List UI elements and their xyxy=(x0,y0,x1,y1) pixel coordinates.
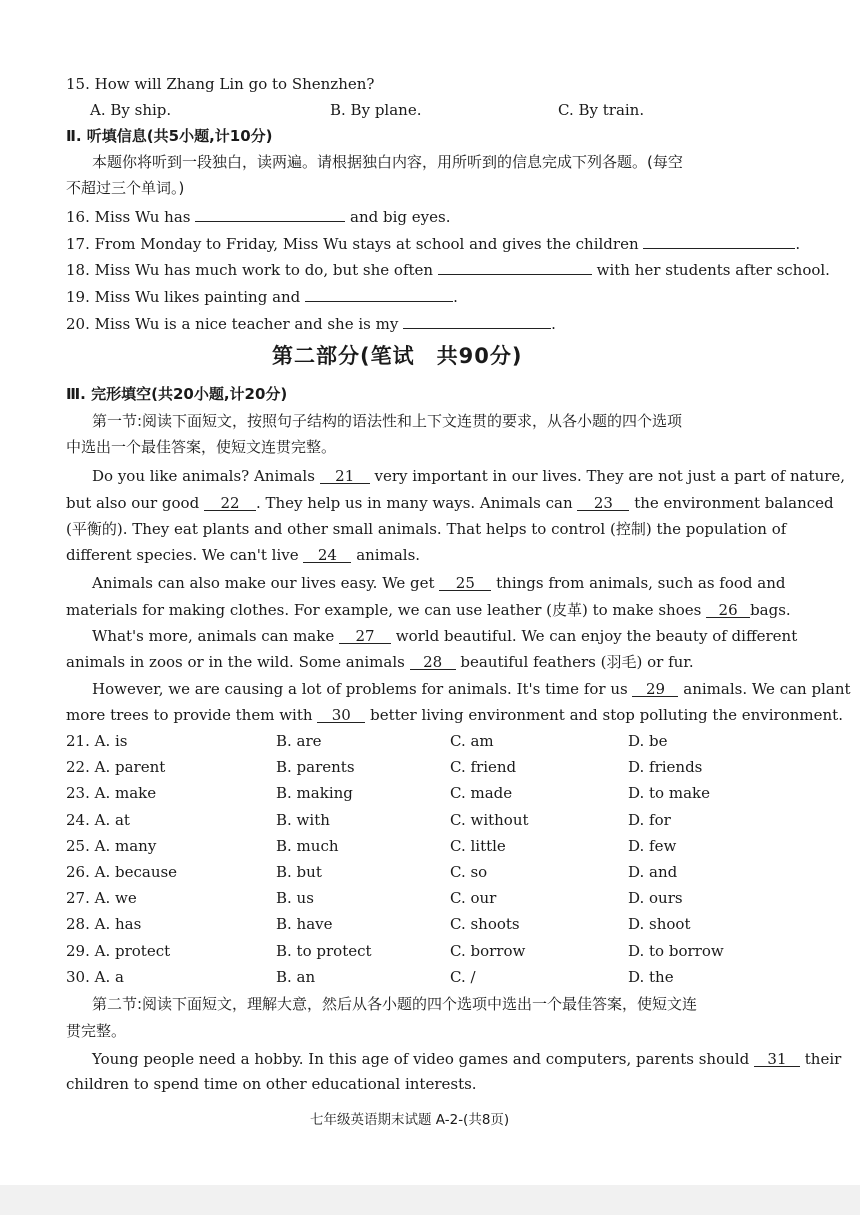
question-17 xyxy=(66,231,800,254)
bottom-margin xyxy=(0,1185,860,1215)
answer-blank-16[interactable] xyxy=(195,204,345,222)
option-item[interactable]: D. to borrow xyxy=(628,942,724,960)
passage-text: different species. We can't live xyxy=(66,546,299,564)
option-item-question[interactable]: 26. A. because xyxy=(66,863,178,881)
passage-text: but also our good xyxy=(66,494,200,512)
option-item[interactable]: D. for xyxy=(628,811,671,829)
passage-text: Young people need a hobby. In this age of video games and computers, parents should xyxy=(92,1050,750,1068)
option-item[interactable]: D. and xyxy=(628,863,678,881)
option-item-question[interactable]: 21. A. is xyxy=(66,732,128,750)
question-18-text: 18. Miss Wu has much work to do, but she often xyxy=(66,261,434,279)
passage-line xyxy=(92,573,785,593)
passage-line xyxy=(92,1049,841,1069)
option-item-question[interactable]: 27. A. we xyxy=(66,889,137,907)
option-item[interactable]: C. so xyxy=(450,863,488,881)
passage-text: What's more, animals can make xyxy=(92,627,335,645)
passage-text: things from animals, such as food and xyxy=(496,574,786,592)
option-item[interactable]: C. made xyxy=(450,784,513,802)
option-item-question[interactable]: 22. A. parent xyxy=(66,758,166,776)
passage-text: world beautiful. We can enjoy the beauty of different xyxy=(395,627,798,645)
passage-text: the environment balanced xyxy=(634,494,834,512)
page-footer: 七年级英语期末试题 A-2-(共8页) xyxy=(310,1112,510,1128)
passage-line xyxy=(66,705,843,725)
question-18 xyxy=(66,257,830,280)
option-item-question[interactable]: 25. A. many xyxy=(66,837,157,855)
question-16-text: 16. Miss Wu has xyxy=(66,208,191,226)
cloze-blank-25[interactable]: 25 xyxy=(439,573,491,591)
question-17-text: 17. From Monday to Friday, Miss Wu stays at school and gives the children xyxy=(66,235,639,253)
option-item[interactable]: C. friend xyxy=(450,758,517,776)
answer-blank-17[interactable] xyxy=(643,231,795,249)
option-item[interactable]: B. us xyxy=(276,889,314,907)
section-3-part1-intro-line1: 第一节:阅读下面短文，按照句子结构的语法性和上下文连贯的要求，从各小题的四个选项 xyxy=(92,412,683,430)
option-item[interactable]: B. much xyxy=(276,837,339,855)
question-19-text: 19. Miss Wu likes painting and xyxy=(66,288,301,306)
option-item[interactable]: D. friends xyxy=(628,758,703,776)
section-2-intro-line2: 不超过三个单词。) xyxy=(66,179,185,197)
option-item[interactable]: D. be xyxy=(628,732,668,750)
passage-line xyxy=(66,600,791,620)
option-item[interactable]: B. an xyxy=(276,968,316,986)
passage-text: very important in our lives. They are not just a part of nature, xyxy=(374,467,846,485)
passage-text: Animals can also make our lives easy. We get xyxy=(92,574,435,592)
question-15-option-b: B. By plane. xyxy=(330,101,422,119)
question-19 xyxy=(66,284,458,307)
question-20 xyxy=(66,311,556,334)
option-item[interactable]: D. few xyxy=(628,837,677,855)
option-item-question[interactable]: 30. A. a xyxy=(66,968,124,986)
answer-blank-19[interactable] xyxy=(305,284,453,302)
cloze-blank-23[interactable]: 23 xyxy=(577,493,629,511)
option-item[interactable]: B. making xyxy=(276,784,353,802)
cloze-blank-28[interactable]: 28 xyxy=(410,652,456,670)
part-2-title: 第二部分(笔试 共90分) xyxy=(272,344,523,368)
question-18-text-end: with her students after school. xyxy=(596,261,830,279)
option-item[interactable]: D. the xyxy=(628,968,674,986)
option-item[interactable]: B. to protect xyxy=(276,942,372,960)
option-item-question[interactable]: 24. A. at xyxy=(66,811,130,829)
question-15-option-c: C. By train. xyxy=(558,101,645,119)
option-item[interactable]: B. parents xyxy=(276,758,355,776)
option-item[interactable]: C. without xyxy=(450,811,529,829)
passage-text: more trees to provide them with xyxy=(66,706,313,724)
question-20-text: 20. Miss Wu is a nice teacher and she is my xyxy=(66,315,399,333)
option-item-question[interactable]: 23. A. make xyxy=(66,784,157,802)
passage-text: better living environment and stop polluting the environment. xyxy=(370,706,843,724)
cloze-blank-29[interactable]: 29 xyxy=(632,679,678,697)
passage-line xyxy=(92,626,797,646)
passage-line xyxy=(66,493,834,513)
section-3-part2-intro-line1: 第二节:阅读下面短文，理解大意，然后从各小题的四个选项中选出一个最佳答案，使短文连 xyxy=(92,995,698,1013)
passage-text: materials for making clothes. For example, we can use leather (皮革) to make shoes xyxy=(66,601,702,619)
passage-text: bags. xyxy=(750,601,791,619)
passage-text: . They help us in many ways. Animals can xyxy=(255,494,573,512)
passage-line xyxy=(92,679,851,699)
question-17-text-end: . xyxy=(795,235,801,253)
cloze-blank-31[interactable]: 31 xyxy=(754,1049,800,1067)
passage-text: Do you like animals? Animals xyxy=(92,467,315,485)
question-15-stem: 15. How will Zhang Lin go to Shenzhen? xyxy=(66,75,375,93)
option-item-question[interactable]: 29. A. protect xyxy=(66,942,171,960)
question-19-text-end: . xyxy=(453,288,458,306)
option-item[interactable]: C. am xyxy=(450,732,494,750)
option-item[interactable]: B. have xyxy=(276,915,333,933)
cloze-blank-22[interactable]: 22 xyxy=(204,493,256,511)
passage-line xyxy=(92,466,845,486)
answer-blank-18[interactable] xyxy=(438,257,592,275)
cloze-blank-21[interactable]: 21 xyxy=(320,466,370,484)
option-item[interactable]: C. little xyxy=(450,837,506,855)
question-16-text-end: and big eyes. xyxy=(350,208,451,226)
passage-text: However, we are causing a lot of problems for animals. It's time for us xyxy=(92,680,628,698)
passage-line xyxy=(66,545,420,565)
passage-line: (平衡的). They eat plants and other small animals. That helps to control (控制) the population of xyxy=(66,520,787,538)
section-3-part2-intro-line2: 贯完整。 xyxy=(66,1022,127,1040)
option-item[interactable]: C. our xyxy=(450,889,497,907)
passage-text: their xyxy=(804,1050,842,1068)
passage-text: animals. xyxy=(356,546,421,564)
section-2-intro-line1: 本题你将听到一段独白，读两遍。请根据独白内容，用所听到的信息完成下列各题。(每空 xyxy=(92,153,683,171)
option-item[interactable]: D. ours xyxy=(628,889,683,907)
passage-text: animals. We can plant xyxy=(683,680,851,698)
passage-line xyxy=(66,652,694,672)
cloze-blank-24[interactable]: 24 xyxy=(303,545,351,563)
option-item[interactable]: B. are xyxy=(276,732,322,750)
passage-text: beautiful feathers (羽毛) or fur. xyxy=(460,653,694,671)
cloze-blank-27[interactable]: 27 xyxy=(339,626,391,644)
passage-line: children to spend time on other educational interests. xyxy=(66,1075,477,1093)
cloze-blank-30[interactable]: 30 xyxy=(317,705,365,723)
option-item[interactable]: B. but xyxy=(276,863,322,881)
section-3-part1-intro-line2: 中选出一个最佳答案，使短文连贯完整。 xyxy=(66,438,337,456)
option-item-question[interactable]: 28. A. has xyxy=(66,915,142,933)
option-item[interactable]: C. / xyxy=(450,968,476,986)
section-3-heading: Ⅲ. 完形填空(共20小题,计20分) xyxy=(66,385,288,403)
option-item[interactable]: C. shoots xyxy=(450,915,520,933)
option-item[interactable]: C. borrow xyxy=(450,942,526,960)
question-15-option-a: A. By ship. xyxy=(90,101,172,119)
cloze-blank-26[interactable]: 26 xyxy=(706,600,750,618)
question-20-text-end: . xyxy=(551,315,556,333)
option-item[interactable]: D. to make xyxy=(628,784,710,802)
passage-text: animals in zoos or in the wild. Some animals xyxy=(66,653,405,671)
answer-blank-20[interactable] xyxy=(403,311,551,329)
question-16 xyxy=(66,204,450,227)
option-item[interactable]: B. with xyxy=(276,811,330,829)
section-2-heading: Ⅱ. 听填信息(共5小题,计10分) xyxy=(66,127,273,145)
option-item[interactable]: D. shoot xyxy=(628,915,691,933)
